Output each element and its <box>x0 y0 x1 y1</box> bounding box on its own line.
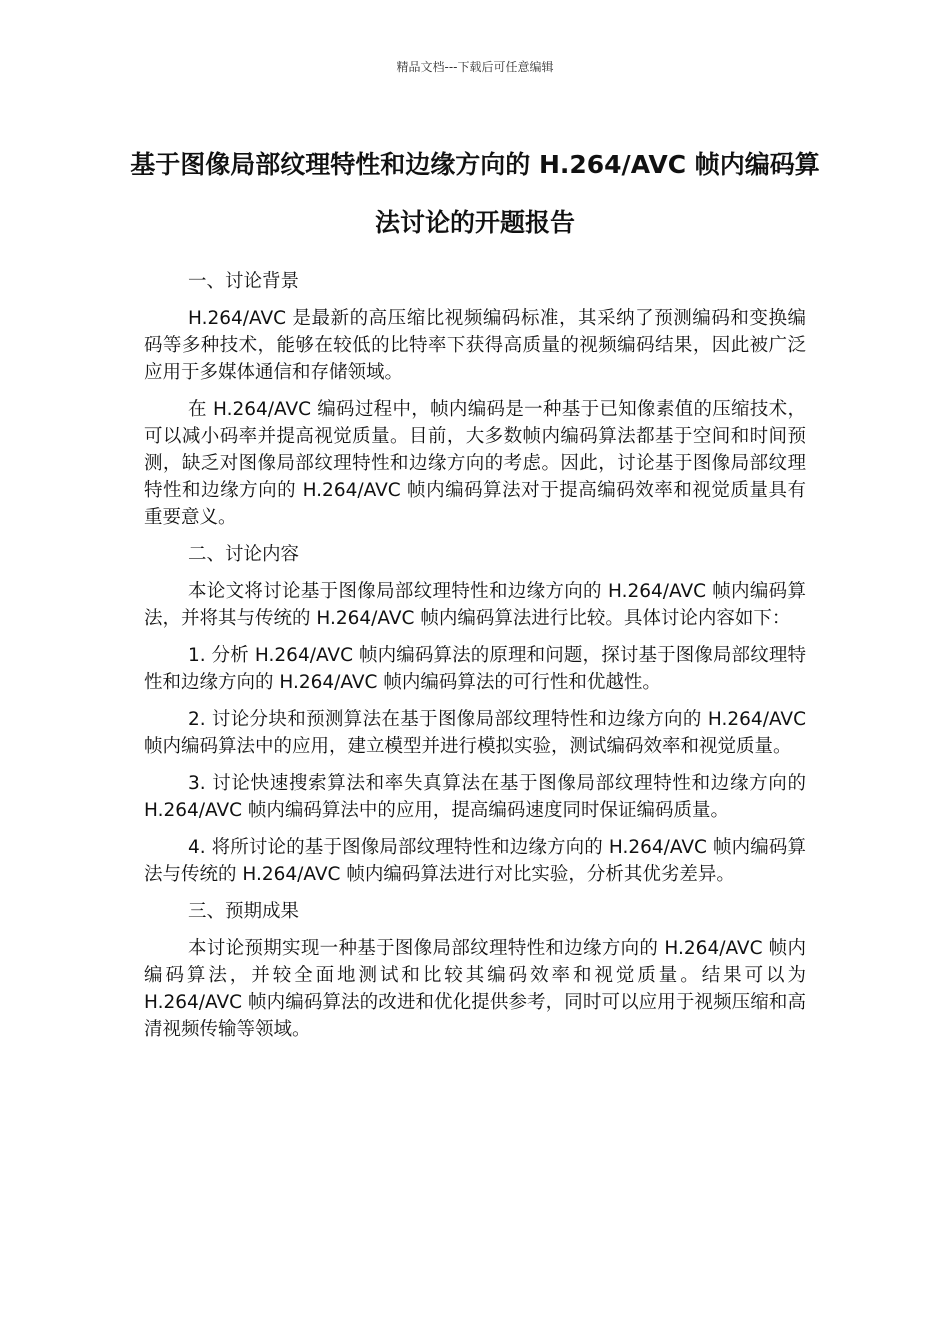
header-note: 精品文档---下载后可任意编辑 <box>396 60 554 74</box>
paragraph: H.264/AVC 是最新的高压缩比视频编码标准，其采纳了预测编码和变换编码等多种技术，能够在较低的比特率下获得高质量的视频编码结果，因此被广泛应用于多媒体通信和存储领域。 <box>144 308 806 383</box>
document-body <box>144 268 806 1053</box>
list-item: 3. 讨论快速搜索算法和率失真算法在基于图像局部纹理特性和边缘方向的 H.264/AVC 帧内编码算法中的应用，提高编码速度同时保证编码质量。 <box>144 773 806 821</box>
list-item: 1. 分析 H.264/AVC 帧内编码算法的原理和问题，探讨基于图像局部纹理特性和边缘方向的 H.264/AVC 帧内编码算法的可行性和优越性。 <box>144 645 806 693</box>
section-heading-background: 一、讨论背景 <box>188 271 300 292</box>
list-item: 4. 将所讨论的基于图像局部纹理特性和边缘方向的 H.264/AVC 帧内编码算法与传统的 H.264/AVC 帧内编码算法进行对比实验，分析其优劣差异。 <box>144 837 806 885</box>
section-heading-results: 三、预期成果 <box>188 901 300 922</box>
paragraph: 本论文将讨论基于图像局部纹理特性和边缘方向的 H.264/AVC 帧内编码算法，并将其与传统的 H.264/AVC 帧内编码算法进行比较。具体讨论内容如下： <box>144 581 806 629</box>
list-item: 2. 讨论分块和预测算法在基于图像局部纹理特性和边缘方向的 H.264/AVC 帧内编码算法中的应用，建立模型并进行模拟实验，测试编码效率和视觉质量。 <box>144 709 806 757</box>
section-heading-content: 二、讨论内容 <box>188 544 300 565</box>
paragraph: 在 H.264/AVC 编码过程中，帧内编码是一种基于已知像素值的压缩技术，可以减小码率并提高视觉质量。目前，大多数帧内编码算法都基于空间和时间预测，缺乏对图像局部纹理特性和边缘方向的考虑。因此，讨论基于图像局部纹理特性和边缘方向的 H.264/AVC 帧内编码算法对于提高编码效率和视觉质量具有重要意义。 <box>144 399 806 528</box>
document-title: 基于图像局部纹理特性和边缘方向的 H.264/AVC 帧内编码算法讨论的开题报告 <box>130 150 820 237</box>
paragraph: 本讨论预期实现一种基于图像局部纹理特性和边缘方向的 H.264/AVC 帧内编码算法，并较全面地测试和比较其编码效率和视觉质量。结果可以为 H.264/AVC 帧内编码算法的改进和优化提供参考，同时可以应用于视频压缩和高清视频传输等领域。 <box>144 938 806 1040</box>
